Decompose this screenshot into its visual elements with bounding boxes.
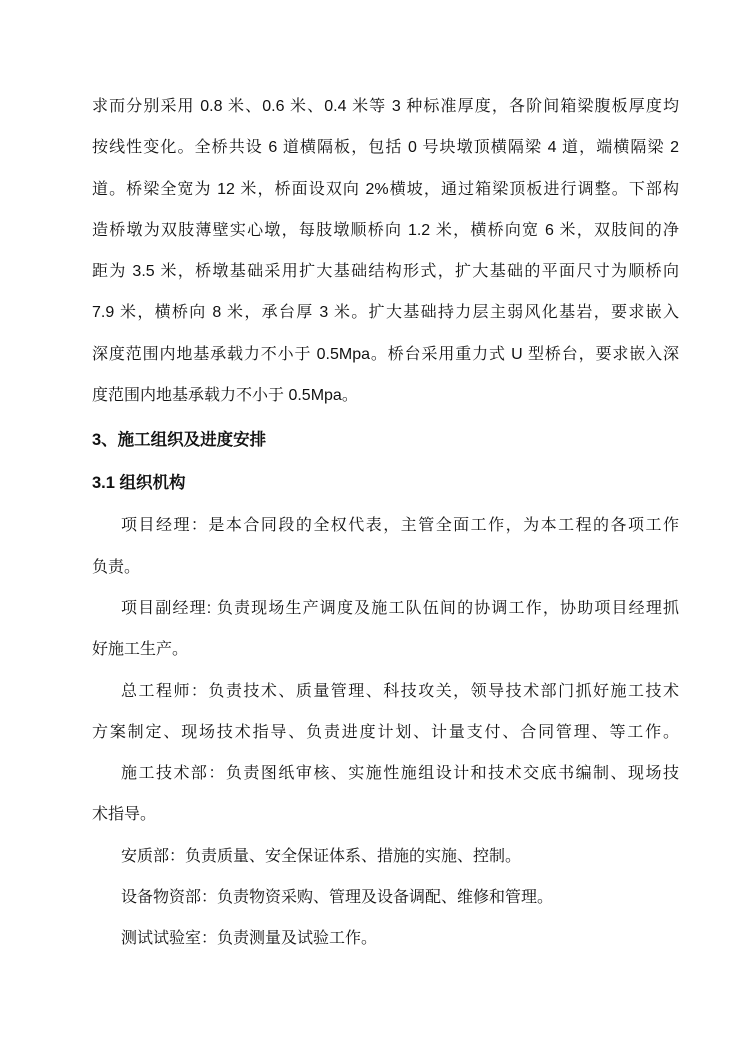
text-line: 术指导。 — [92, 806, 157, 824]
role-paragraph-chief-engineer — [92, 671, 679, 754]
text-line: 按线性变化。全桥共设 6 道横隔板，包括 0 号块墩顶横隔梁 4 道，端横隔梁 2 — [92, 139, 679, 157]
bridge-description-paragraph — [92, 86, 679, 416]
section-heading: 3、施工组织及进度安排 — [92, 431, 267, 450]
role-paragraph-project-manager — [92, 505, 679, 588]
text-line: 施工技术部：负责图纸审核、实施性施组设计和技术交底书编制、现场技 — [121, 765, 679, 783]
text-line: 总工程师：负责技术、质量管理、科技攻关，领导技术部门抓好施工技术 — [121, 682, 679, 700]
text-line: 7.9 米，横桥向 8 米，承台厚 3 米。扩大基础持力层主弱风化基岩，要求嵌入 — [92, 304, 679, 322]
text-line: 深度范围内地基承载力不小于 0.5Mpa。桥台采用重力式 U 型桥台，要求嵌入深 — [92, 345, 679, 363]
text-line: 好施工生产。 — [92, 641, 189, 659]
text-line: 项目副经理: 负责现场生产调度及施工队伍间的协调工作，协助项目经理抓 — [121, 599, 679, 617]
role-paragraph-deputy-manager — [92, 588, 679, 671]
role-paragraph-testing-lab: 测试试验室：负责测量及试验工作。 — [121, 930, 378, 948]
role-paragraph-tech-dept — [92, 753, 679, 836]
text-line: 求而分别采用 0.8 米、0.6 米、0.4 米等 3 种标准厚度，各阶间箱梁腹板厚度均 — [92, 98, 679, 115]
text-line: 负责。 — [92, 558, 141, 576]
document-page — [92, 86, 679, 960]
text-line: 项目经理：是本合同段的全权代表，主管全面工作，为本工程的各项工作 — [121, 517, 679, 535]
text-line: 道。桥梁全宽为 12 米，桥面设双向 2%横坡，通过箱梁顶板进行调整。下部构 — [92, 180, 679, 198]
role-paragraph-safety-quality: 安质部：负责质量、安全保证体系、措施的实施、控制。 — [121, 847, 522, 865]
text-line: 度范围内地基承载力不小于 0.5Mpa。 — [92, 387, 358, 405]
text-line: 造桥墩为双肢薄壁实心墩，每肢墩顺桥向 1.2 米，横桥向宽 6 米，双肢间的净 — [92, 221, 679, 239]
role-paragraph-equipment-materials: 设备物资部：负责物资采购、管理及设备调配、维修和管理。 — [121, 889, 554, 907]
text-line: 距为 3.5 米，桥墩基础采用扩大基础结构形式，扩大基础的平面尺寸为顺桥向 — [92, 263, 679, 281]
text-line: 方案制定、现场技术指导、负责进度计划、计量支付、合同管理、等工作。 — [92, 723, 679, 741]
subsection-heading: 3.1 组织机构 — [92, 474, 186, 493]
